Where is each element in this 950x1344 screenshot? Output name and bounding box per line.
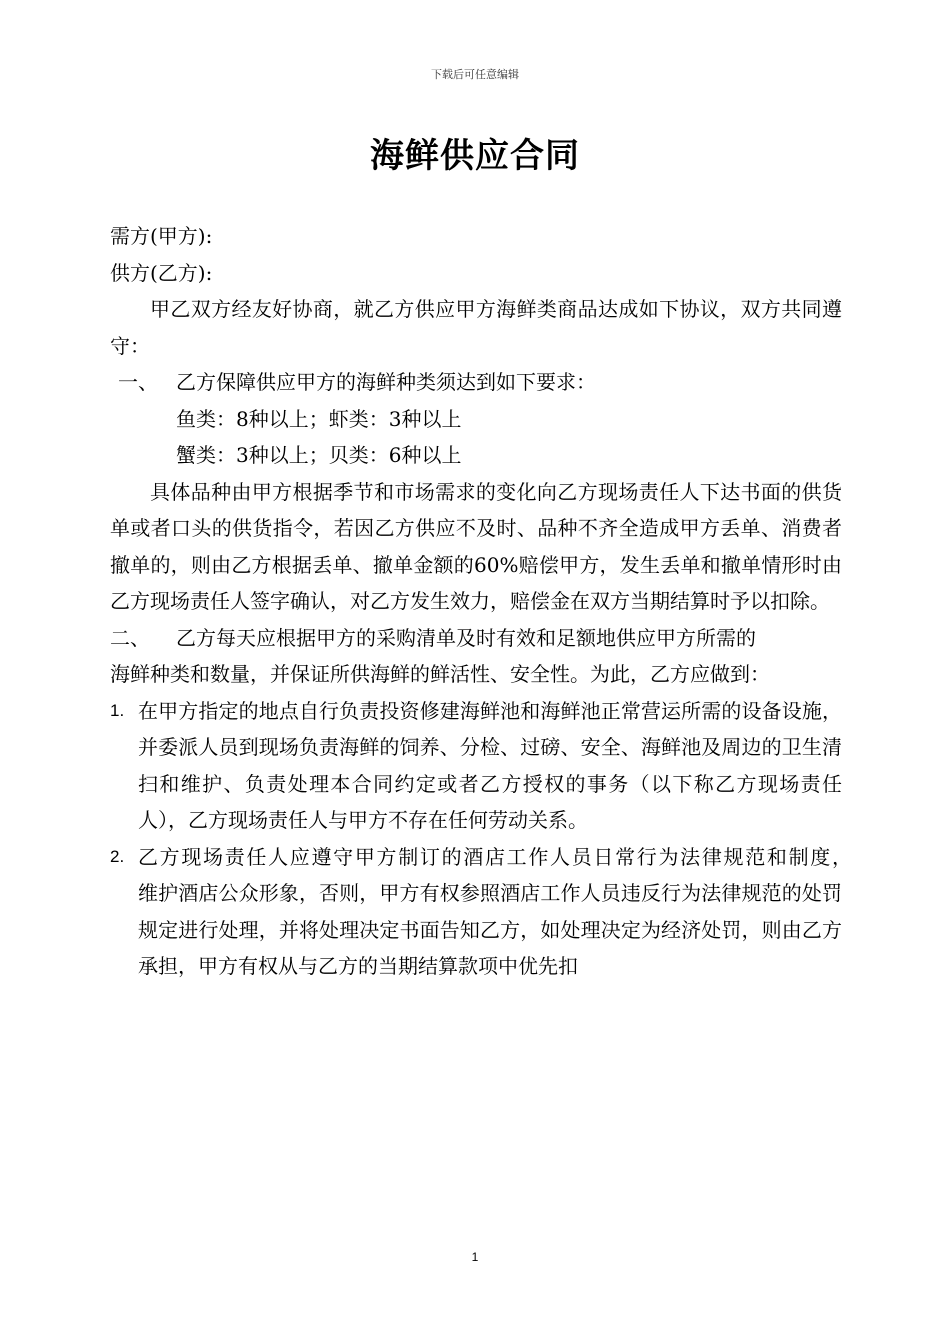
section-2-title-line-1: 乙方每天应根据甲方的采购清单及时有效和足额地供应甲方所需的 <box>176 625 756 650</box>
intro-paragraph: 甲乙双方经友好协商，就乙方供应甲方海鲜类商品达成如下协议，双方共同遵守： <box>110 297 842 358</box>
section-2-title-line-2: 海鲜种类和数量，并保证所供海鲜的鲜活性、安全性。为此，乙方应做到： <box>110 662 770 686</box>
list-item-text: 在甲方指定的地点自行负责投资修建海鲜池和海鲜池正常营运所需的设备设施，并委派人员到现场负责海鲜的饲养、分检、过磅、安全、海鲜池及周边的卫生清扫和维护、负责处理本合同约定或者乙方授权的事务（以下称乙方现场责任人），乙方现场责任人与甲方不存在任何劳动关系。 <box>138 698 842 832</box>
section-2-number: 二、 <box>110 625 150 650</box>
list-item <box>110 693 842 839</box>
section-1-heading <box>110 364 842 401</box>
party-a-line: 需方(甲方): <box>110 224 213 248</box>
section-1-number: 一、 <box>118 370 158 394</box>
list-item <box>110 839 902 985</box>
list-item-text: 乙方现场责任人应遵守甲方制订的酒店工作人员日常行为法律规范和制度， 维护酒店公众形象，否则，甲方有权参照酒店工作人员违反行为法律规范的处罚规定进行处理，并将处理决定书面告知乙方，如处理决定为经济处罚，则由乙方承担，甲方有权从与乙方的当期结算款项中优先扣 <box>138 844 902 978</box>
page-number: 1 <box>471 1250 479 1264</box>
section-1-requirement-2: 蟹类：3种以上；贝类：6种以上 <box>176 443 462 467</box>
document-title: 海鲜供应合同 <box>370 136 580 176</box>
header-note: 下载后可任意编辑 <box>431 68 519 81</box>
section-2-heading <box>110 620 842 657</box>
list-item-marker: 1. <box>110 700 125 720</box>
section-1-title: 乙方保障供应甲方的海鲜种类须达到如下要求： <box>176 370 596 394</box>
contract-body <box>110 218 902 985</box>
section-1-requirement-1: 鱼类：8种以上；虾类：3种以上 <box>176 406 462 431</box>
party-b-line: 供方(乙方): <box>110 260 213 285</box>
list-item-marker: 2. <box>110 846 125 866</box>
section-1-paragraph: 具体品种由甲方根据季节和市场需求的变化向乙方现场责任人下达书面的供货单或者口头的供货指令，若因乙方供应不及时、品种不齐全造成甲方丢单、消费者撤单的，则由乙方根据丢单、撤单金额的60%赔偿甲方，发生丢单和撤单情形时由乙方现场责任人签字确认，对乙方发生效力，赔偿金在双方当期结算时予以扣除。 <box>110 479 842 613</box>
